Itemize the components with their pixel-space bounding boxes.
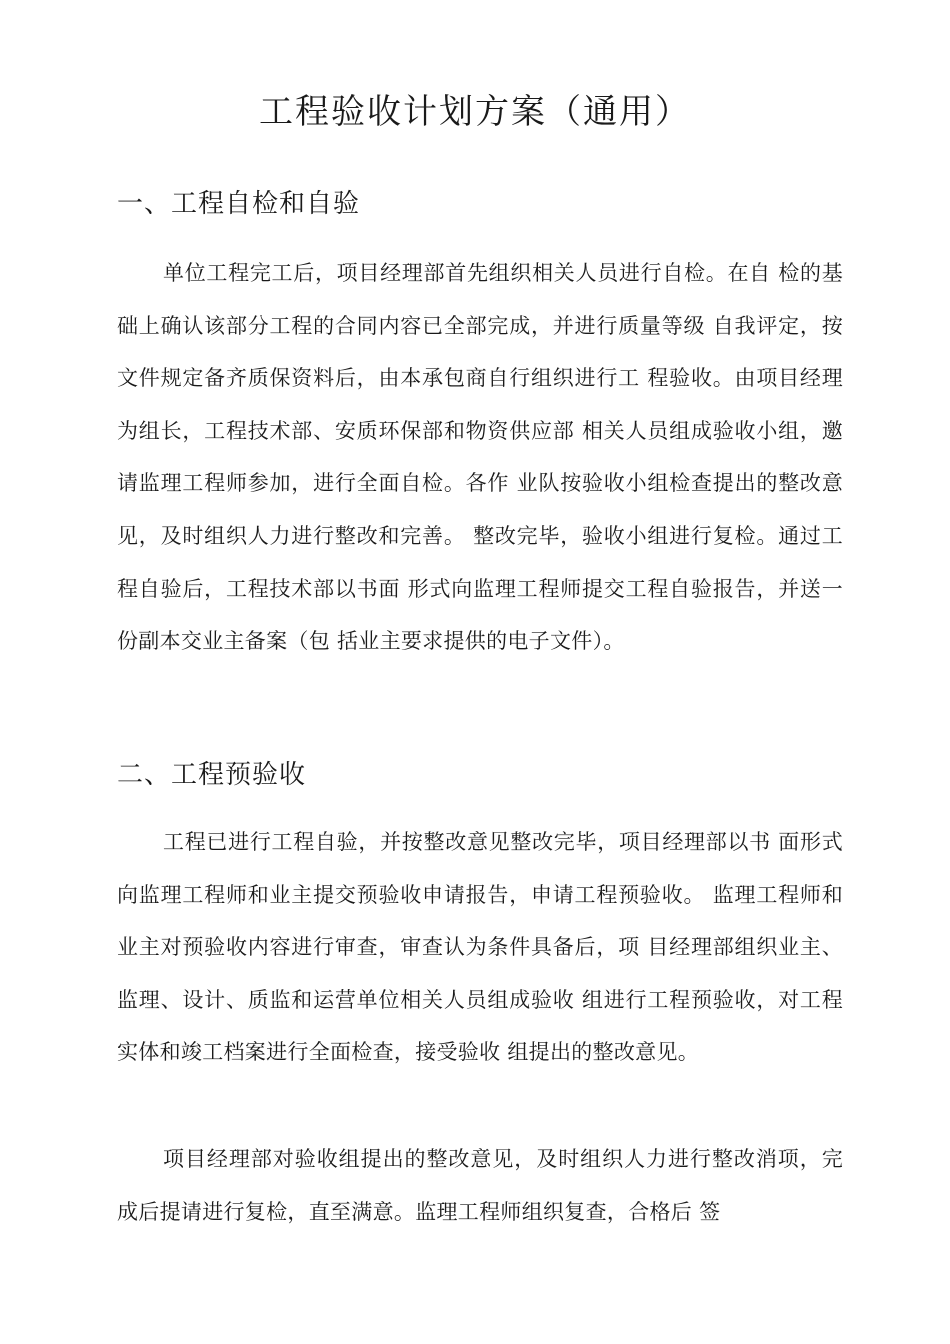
- document-title: 工程验收计划方案（通用）: [259, 92, 691, 132]
- section-heading-pre-acceptance: 二、工程预验收: [117, 760, 307, 790]
- paragraph-self-inspection: 单位工程完工后，项目经理部首先组织相关人员进行自检。在自 检的基础上确认该部分工程的合同内容已全部完成，并进行质量等级 自我评定，按文件规定备齐质保资料后，由本承包商自行组织进行工 程验收。由项目经理为组长，工程技术部、安质环保部和物资供应部 相关人员组成验收小组，邀请监理工程师参加，进行全面自检。各作 业队按验收小组检查提出的整改意见，及时组织人力进行整改和完善。 整改完毕，验收小组进行复检。通过工程自验后，工程技术部以书面 形式向监理工程师提交工程自验报告，并送一份副本交业主备案（包 括业主要求提供的电子文件）。: [117, 261, 843, 654]
- section-heading-self-inspection: 一、工程自检和自验: [117, 189, 361, 219]
- paragraph-rectification: 项目经理部对验收组提出的整改意见，及时组织人力进行整改消项，完成后提请进行复检，直至满意。监理工程师组织复查，合格后 签: [117, 1147, 843, 1224]
- paragraph-pre-acceptance: 工程已进行工程自验，并按整改意见整改完毕，项目经理部以书 面形式向监理工程师和业主提交预验收申请报告，申请工程预验收。 监理工程师和业主对预验收内容进行审查，审查认为条件具备后，项 目经理部组织业主、监理、设计、质监和运营单位相关人员组成验收 组进行工程预验收，对工程实体和竣工档案进行全面检查，接受验收 组提出的整改意见。: [117, 830, 843, 1065]
